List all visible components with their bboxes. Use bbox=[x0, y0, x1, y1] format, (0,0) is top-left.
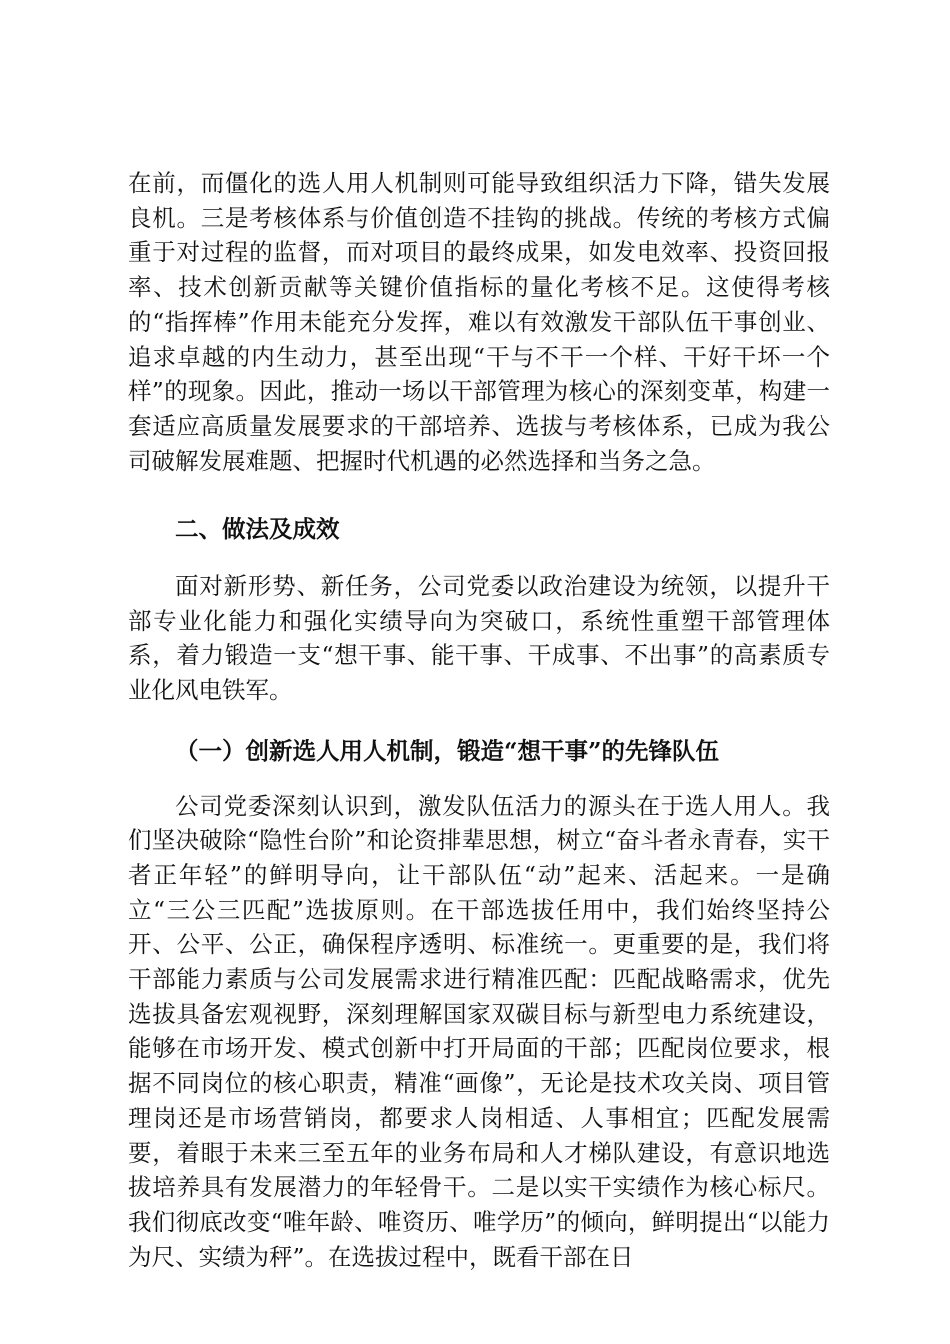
section-intro-paragraph: 面对新形势、新任务，公司党委以政治建设为统领，以提升干部专业化能力和强化实绩导向为突破口，系统性重塑干部管理体系，着力锻造一支“想干事、能干事、干成事、不出事”的高素质专业化风电铁军。 bbox=[128, 572, 830, 705]
body-paragraph-continued: 在前，而僵化的选人用人机制则可能导致组织活力下降，错失发展良机。三是考核体系与价值创造不挂钩的挑战。传统的考核方式偏重于对过程的监督，而对项目的最终成果，如发电效率、投资回报率、技术创新贡献等关键价值指标的量化考核不足。这使得考核的“指挥棒”作用未能充分发挥，难以有效激发干部队伍干事创业、追求卓越的内生动力，甚至出现“干与不干一个样、干好干坏一个样”的现象。因此，推动一场以干部管理为核心的深刻变革，构建一套适应高质量发展要求的干部培养、选拔与考核体系，已成为我公司破解发展难题、把握时代机遇的必然选择和当务之急。 bbox=[128, 169, 830, 475]
subsection-heading: （一）创新选人用人机制，锻造“想干事”的先锋队伍 bbox=[175, 736, 720, 765]
subsection-body-paragraph: 公司党委深刻认识到，激发队伍活力的源头在于选人用人。我们坚决破除“隐性台阶”和论资排辈思想，树立“奋斗者永青春，实干者正年轻”的鲜明导向，让干部队伍“动”起来、活起来。一是确立“三公三匹配”选拔原则。在干部选拔任用中，我们始终坚持公开、公平、公正，确保程序透明、标准统一。更重要的是，我们将干部能力素质与公司发展需求进行精准匹配：匹配战略需求，优先选拔具备宏观视野，深刻理解国家双碳目标与新型电力系统建设，能够在市场开发、模式创新中打开局面的干部；匹配岗位要求，根据不同岗位的核心职责，精准“画像”，无论是技术攻关岗、项目管理岗还是市场营销岗，都要求人岗相适、人事相宜；匹配发展需要，着眼于未来三至五年的业务布局和人才梯队建设，有意识地选拔培养具有发展潜力的年轻骨干。二是以实干实绩作为核心标尺。我们彻底改变“唯年龄、唯资历、唯学历”的倾向，鲜明提出“以能力为尺、实绩为秤”。在选拔过程中，既看干部在日 bbox=[128, 791, 830, 1271]
section-heading: 二、做法及成效 bbox=[175, 515, 340, 544]
document-page bbox=[128, 166, 830, 1274]
